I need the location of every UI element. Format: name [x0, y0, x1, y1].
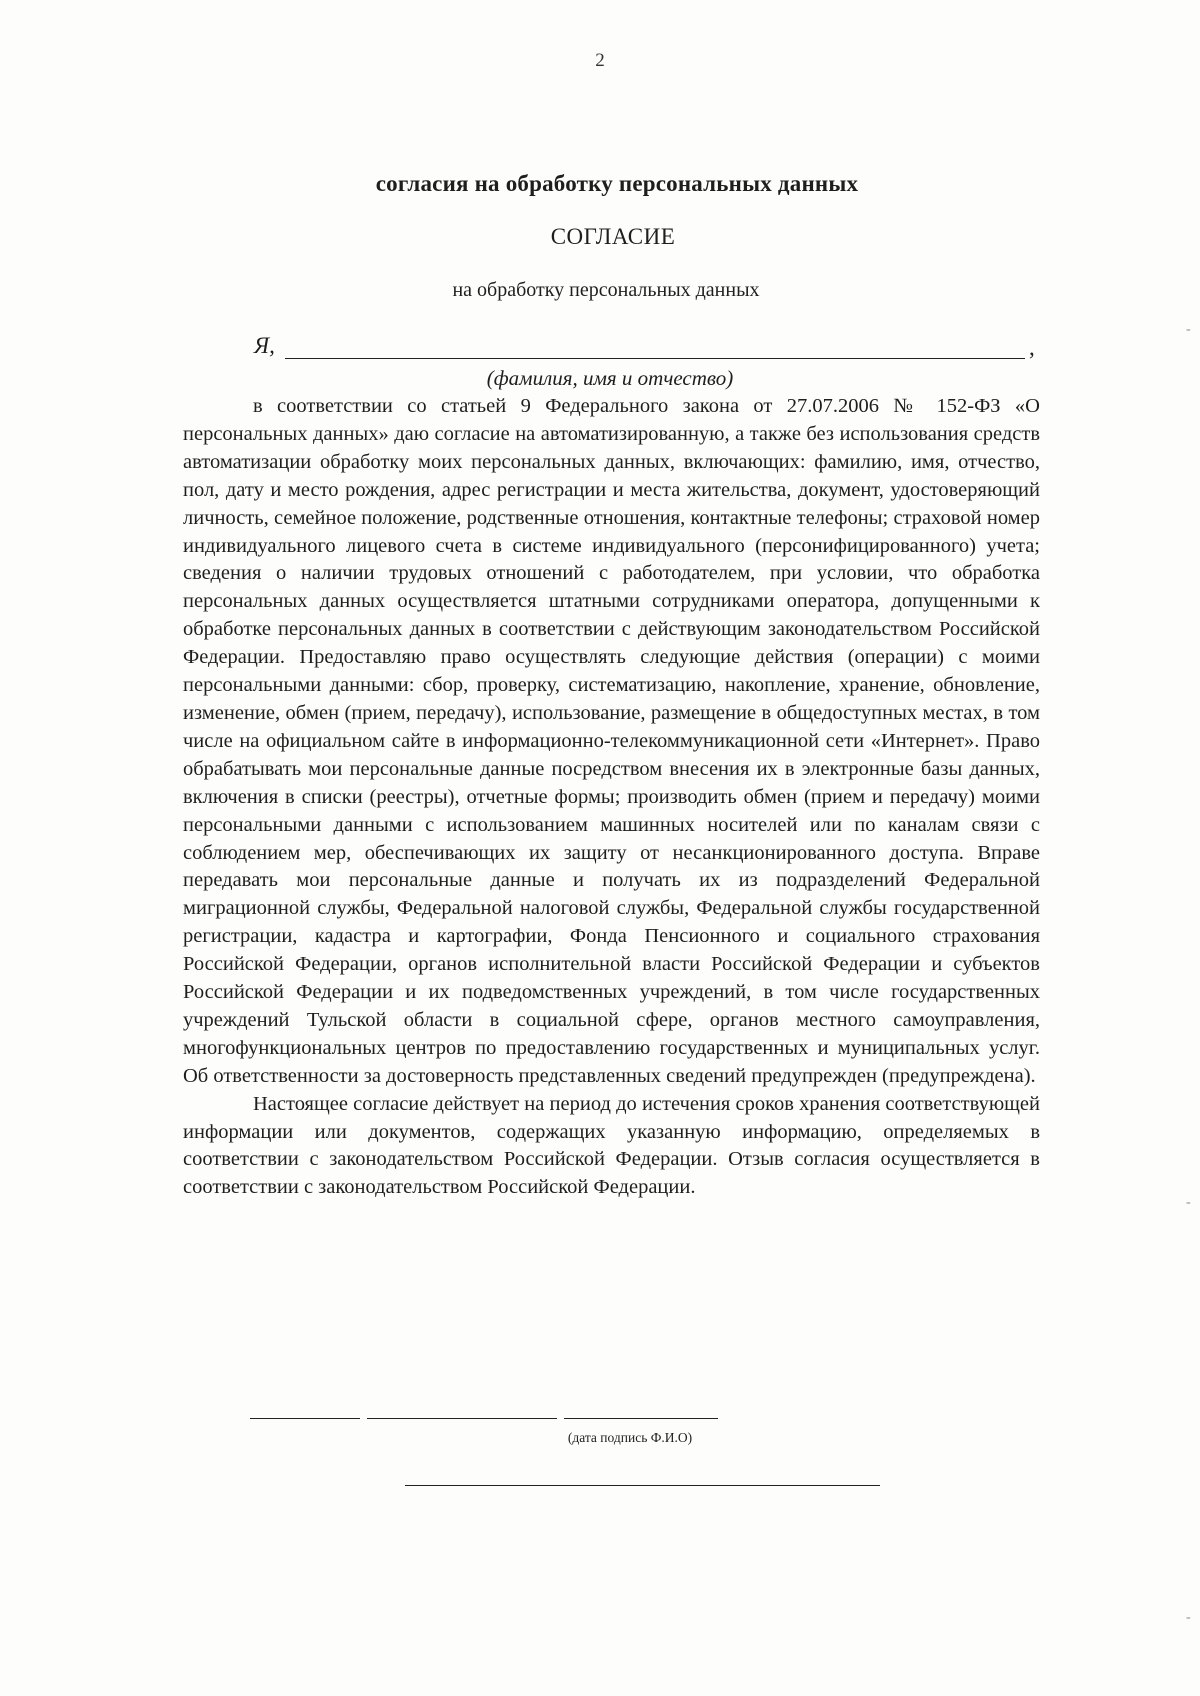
scan-speck: - — [1186, 1195, 1191, 1210]
consent-paragraph-validity: Настоящее согласие действует на период до истечения сроков хранения соответствующей информации или документов, содержащих указанную информацию, определяемых в соответствии с законодательством Российской Федерации. Отзыв согласия осуществляется в соответствии с законодательством Российской Федерации. — [183, 1092, 1040, 1199]
signature-line-date — [250, 1418, 360, 1419]
name-prefix: Я, — [254, 333, 275, 358]
name-caption: (фамилия, имя и отчество) — [486, 366, 734, 390]
document-subtitle: на обработку персональных данных — [452, 279, 760, 301]
consent-paragraph-main: в соответствии со статьей 9 Федерального закона от 27.07.2006 № 152-ФЗ «О персональных данных» даю согласие на автоматизированную, а также без использования средств автоматизации обработку моих персональных данных, включающих: фамилию, имя, отчество, пол, дату и место рождения, адрес регистрации и места жительства, документ, удостоверяющий личность, семейное положение, родственные отношения, контактные телефоны; страховой номер индивидуального лицевого счета в системе индивидуального (персонифицированного) учета; сведения о наличии трудовых отношений с работодателем, при условии, что обработка персональных данных осуществляется штатными сотрудниками оператора, допущенными к обработке персональных данных в соответствии с действующим законодательством Российской Федерации. Предоставляю право осуществлять следующие действия (операции) с моими персональными данными: сбор, проверку, систематизацию, накопление, хранение, обновление, изменение, обмен (прием, передачу), использование, размещение в общедоступных местах, в том числе на официальном сайте в информационно-телекоммуникационной сети «Интернет». Право обрабатывать мои персональные данные посредством внесения их в электронные базы данных, включения в списки (реестры), отчетные формы; производить обмен (прием и передачу) моими персональными данными с использованием машинных носителей или по каналам связи с соблюдением мер, обеспечивающих их защиту от несанкционированного доступа. Вправе передавать мои персональные данные и получать их из подразделений Федеральной миграционной службы, Федеральной налоговой службы, Федеральной службы государственной регистрации, кадастра и картографии, Фонда Пенсионного и социального страхования Российской Федерации, органов исполнительной власти Российской Федерации и субъектов Российской Федерации и их подведомственных учреждений, в том числе государственных учреждений Тульской области в социальной сфере, органов местного самоуправления, многофункциональных центров по предоставлению государственных и муниципальных услуг. Об ответственности за достоверность представленных сведений предупрежден (предупреждена). — [183, 395, 1040, 1087]
name-suffix: , — [1029, 335, 1035, 360]
bottom-blank-line — [405, 1485, 880, 1486]
signature-lines — [250, 1418, 790, 1422]
consent-body — [183, 393, 1040, 1202]
page-number: 2 — [595, 50, 605, 71]
scan-speck: - — [1186, 322, 1191, 337]
signature-line-name — [564, 1418, 718, 1419]
name-field-row — [254, 333, 1054, 363]
document-title: СОГЛАСИЕ — [550, 224, 676, 249]
signature-caption: (дата подпись Ф.И.О) — [567, 1430, 693, 1445]
document-header: согласия на обработку персональных данных — [375, 171, 859, 196]
name-blank-line — [285, 358, 1025, 359]
scan-speck: - — [1186, 1610, 1191, 1625]
signature-line-sign — [367, 1418, 557, 1419]
